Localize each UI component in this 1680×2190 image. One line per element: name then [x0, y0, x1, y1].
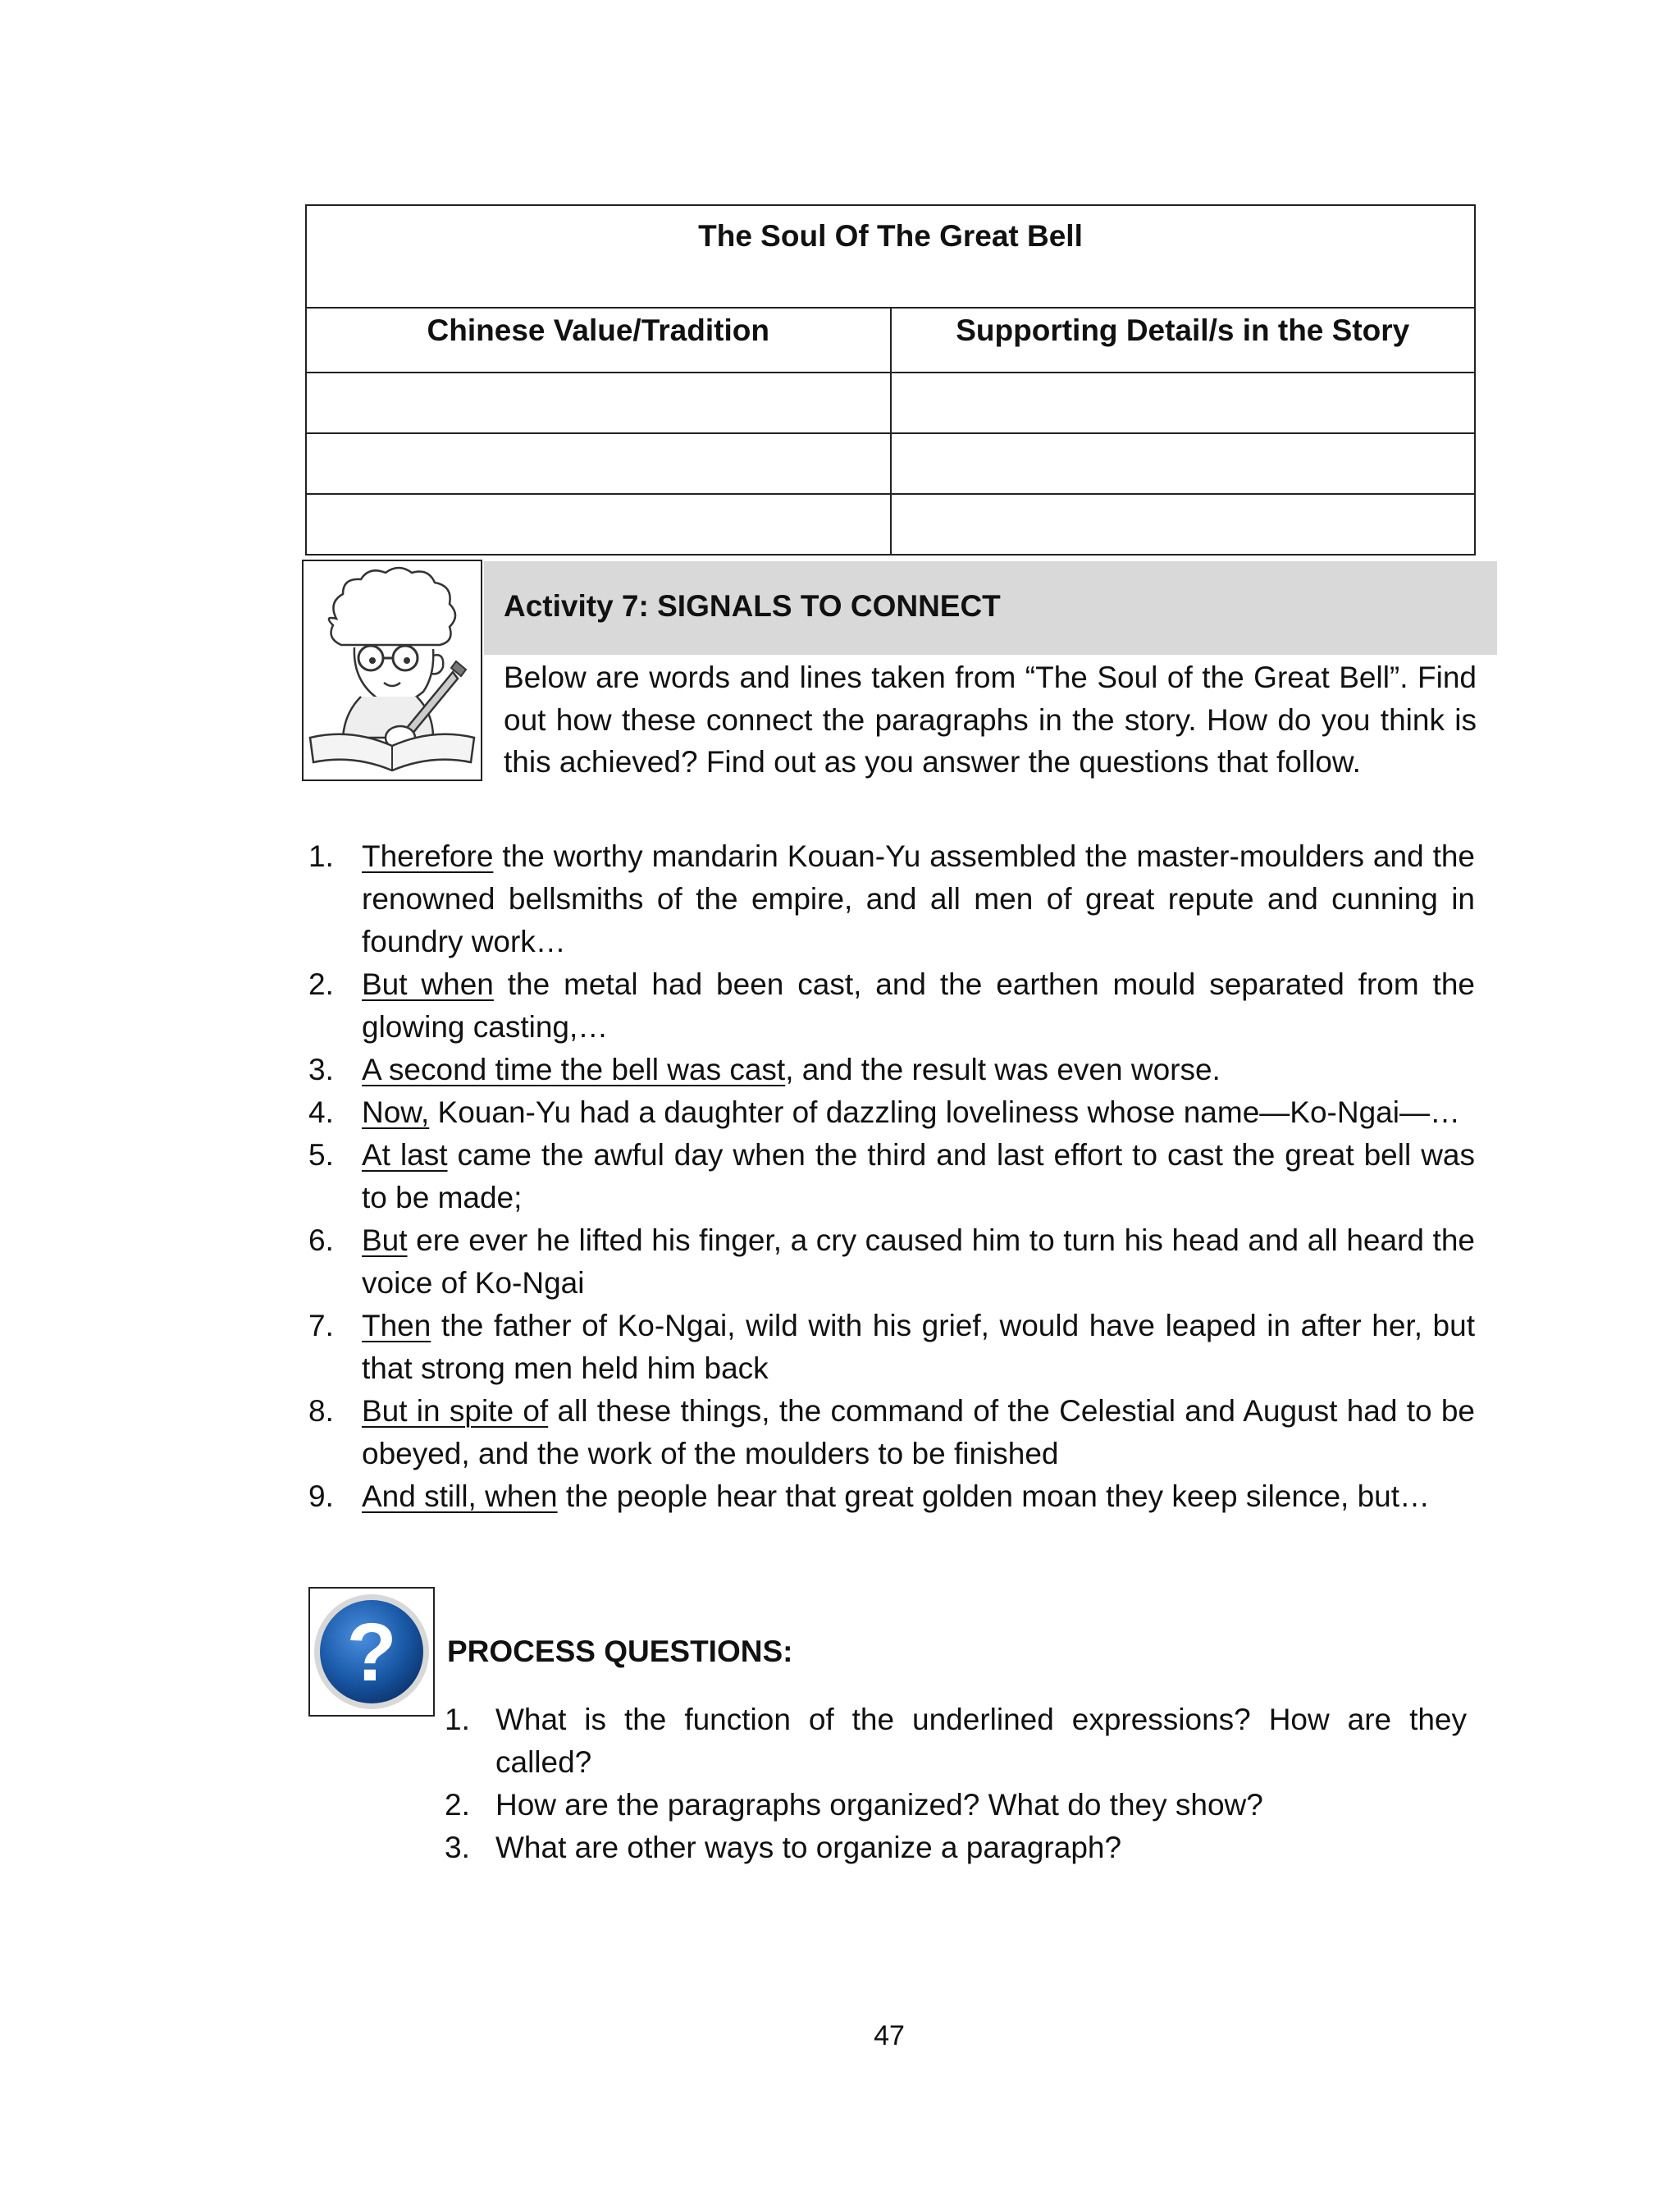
- item-number: 7.: [308, 1309, 334, 1342]
- list-item: [308, 835, 1475, 963]
- item-number: 2.: [445, 1788, 470, 1822]
- value-tradition-table: [305, 204, 1476, 556]
- question-mark-icon: [308, 1587, 435, 1717]
- transition-signal: But when: [362, 967, 494, 1001]
- column-header-detail: Supporting Detail/s in the Story: [891, 308, 1476, 373]
- list-item: [308, 1049, 1475, 1091]
- transition-signal: Then: [362, 1309, 431, 1342]
- transition-signal: A second time the bell was cast: [362, 1053, 786, 1086]
- transition-signal: But in spite of: [362, 1394, 549, 1428]
- transition-signal: Therefore: [362, 839, 494, 873]
- list-item: [308, 1305, 1475, 1390]
- list-item: [308, 1390, 1475, 1475]
- line-text: the worthy mandarin Kouan-Yu assembled the master-moulders and the renowned bellsmiths of the empire, and all men of great repute and cunning in foundry work…: [362, 839, 1475, 958]
- activity-title: Activity 7: SIGNALS TO CONNECT: [504, 589, 1001, 623]
- answer-cell[interactable]: [306, 373, 891, 433]
- answer-cell[interactable]: [306, 494, 891, 555]
- list-item: [308, 1134, 1475, 1219]
- list-item: [308, 963, 1475, 1049]
- activity-instructions: Below are words and lines taken from “The Soul of the Great Bell”. Find out how these connect the paragraphs in the story. How do you think is this achieved? Find out as you answer the questions that follow.: [504, 661, 1477, 779]
- list-item: [308, 1219, 1475, 1305]
- list-item: [308, 1091, 1475, 1134]
- question-text: How are the paragraphs organized? What do they show?: [495, 1788, 1263, 1822]
- item-number: 6.: [308, 1223, 334, 1257]
- answer-cell[interactable]: [891, 494, 1476, 555]
- svg-text:?: ?: [346, 1607, 397, 1699]
- process-questions-list: [445, 1699, 1467, 1869]
- story-lines-list: [308, 835, 1475, 1518]
- item-number: 8.: [308, 1394, 334, 1428]
- item-number: 4.: [308, 1095, 334, 1129]
- line-text: came the awful day when the third and last effort to cast the great bell was to be made;: [362, 1138, 1475, 1214]
- item-number: 2.: [308, 967, 334, 1001]
- list-item: [308, 1475, 1475, 1518]
- item-number: 1.: [445, 1703, 470, 1736]
- table-title: The Soul Of The Great Bell: [306, 205, 1475, 308]
- table-row: [306, 494, 1475, 555]
- item-number: 5.: [308, 1138, 334, 1172]
- answer-cell[interactable]: [891, 373, 1476, 433]
- list-item: [445, 1827, 1467, 1869]
- answer-cell[interactable]: [891, 433, 1476, 494]
- item-number: 3.: [308, 1053, 334, 1086]
- column-header-value: Chinese Value/Tradition: [306, 308, 891, 373]
- line-text: Kouan-Yu had a daughter of dazzling loveliness whose name—Ko-Ngai—…: [429, 1095, 1460, 1129]
- answer-cell[interactable]: [306, 433, 891, 494]
- process-questions-title: PROCESS QUESTIONS:: [447, 1634, 793, 1668]
- line-text: , and the result was even worse.: [785, 1053, 1221, 1086]
- table-row: [306, 373, 1475, 433]
- line-text: the people hear that great golden moan they keep silence, but…: [557, 1479, 1431, 1513]
- transition-signal: At last: [362, 1138, 448, 1172]
- item-number: 1.: [308, 839, 334, 873]
- student-writing-icon: [302, 560, 482, 781]
- item-number: 9.: [308, 1479, 334, 1513]
- list-item: [445, 1699, 1467, 1784]
- line-text: all these things, the command of the Celestial and August had to be obeyed, and the work of the moulders to be finished: [362, 1394, 1475, 1470]
- item-number: 3.: [445, 1831, 470, 1864]
- transition-signal: But: [362, 1223, 408, 1257]
- line-text: the father of Ko-Ngai, wild with his grief, would have leaped in after her, but that strong men held him back: [362, 1309, 1475, 1385]
- question-text: What is the function of the underlined expressions? How are they called?: [495, 1703, 1467, 1779]
- page-number: 47: [874, 2020, 905, 2051]
- line-text: ere ever he lifted his finger, a cry caused him to turn his head and all heard the voice of Ko-Ngai: [362, 1223, 1475, 1300]
- question-text: What are other ways to organize a paragraph?: [495, 1831, 1122, 1864]
- transition-signal: And still, when: [362, 1479, 558, 1513]
- transition-signal: Now,: [362, 1095, 430, 1129]
- table-row: [306, 433, 1475, 494]
- list-item: [445, 1784, 1467, 1827]
- line-text: the metal had been cast, and the earthen mould separated from the glowing casting,…: [362, 967, 1475, 1044]
